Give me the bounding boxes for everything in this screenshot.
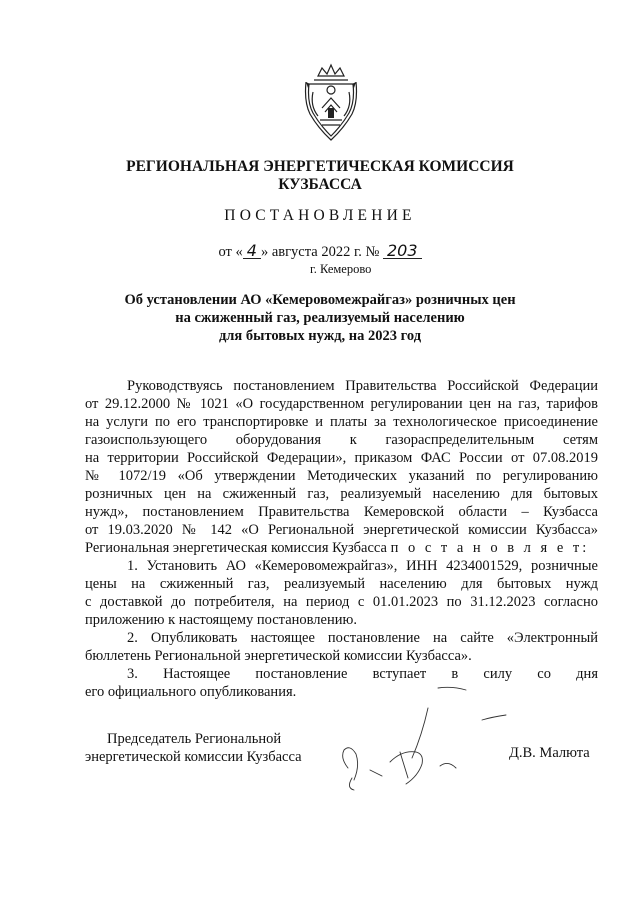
document-city: г. Кемерово [310, 262, 372, 276]
item-1-paragraph [85, 557, 598, 629]
text-line: цены на сжиженный газ, реализуемый населению для бытовых нужд [85, 576, 598, 592]
text-line: розничных цен на сжиженный газ, реализуемый населению для бытовых [85, 486, 598, 502]
text-line: Руководствуясь постановлением Правительства Российской Федерации [127, 378, 598, 394]
organization-name: РЕГИОНАЛЬНАЯ ЭНЕРГЕТИЧЕСКАЯ КОМИССИЯ [126, 158, 514, 175]
position-line: Председатель Региональной [107, 731, 282, 747]
text-line: его официального опубликования. [85, 684, 297, 700]
subject-line: для бытовых нужд, на 2023 год [218, 328, 422, 344]
document-date-line [60, 241, 580, 261]
document-number-handwritten: 203 [383, 244, 422, 259]
date-day-handwritten: 4 [243, 244, 261, 259]
organization-name-cont: КУЗБАССА [278, 176, 362, 193]
text-line: на услуги по его транспортировке и платы за технологическое присоединение [85, 414, 598, 430]
text-line: 2. Опубликовать настоящее постановление на сайте «Электронный [127, 630, 598, 646]
decree-word: п о с т а н о в л я е т: [390, 540, 590, 556]
text-line: № 1072/19 «Об утверждении Методических указаний по регулированию [85, 468, 598, 484]
handwritten-signature [330, 680, 520, 870]
preamble-paragraph [85, 377, 598, 557]
coat-of-arms-icon [300, 62, 362, 144]
signatory-name: Д.В. Малюта [509, 745, 590, 761]
subject-line: на сжиженный газ, реализуемый населению [175, 310, 465, 326]
document-subject [60, 291, 580, 345]
text-line: с доставкой до потребителя, на период с 01.01.2023 по 31.12.2023 согласно [85, 594, 598, 610]
date-suffix: » августа 2022 г. № [260, 244, 380, 260]
preamble-last-line: Региональная энергетическая комиссия Кузбасса [85, 540, 387, 556]
date-prefix: от « [218, 244, 243, 260]
text-line: бюллетень Региональной энергетической комиссии Кузбасса». [85, 648, 472, 664]
text-line: на территории Российской Федерации», приказом ФАС России от 07.08.2019 [85, 450, 598, 466]
text-line: приложению к настоящему постановлению. [85, 612, 357, 628]
text-line: от 19.03.2020 № 142 «О Региональной энергетической комиссии Кузбасса» [85, 522, 598, 538]
text-line: 1. Установить АО «Кемеровомежрайгаз», ИНН 4234001529, розничные [127, 558, 598, 574]
text-line: газоиспользующего оборудования к газораспределительным сетям [85, 432, 598, 448]
document-type: ПОСТАНОВЛЕНИЕ [224, 207, 416, 224]
signatory-position [85, 730, 302, 766]
position-line: энергетической комиссии Кузбасса [85, 749, 302, 765]
text-line [85, 539, 598, 557]
item-2-paragraph [85, 629, 598, 665]
text-line: нужд», постановлением Правительства Кемеровской области – Кузбасса [85, 504, 598, 520]
text-line: от 29.12.2000 № 1021 «О государственном регулировании цен на газ, тарифов [85, 396, 598, 412]
text-line: 3. Настоящее постановление вступает в силу со дня [127, 666, 598, 682]
subject-line: Об установлении АО «Кемеровомежрайгаз» розничных цен [124, 292, 516, 308]
